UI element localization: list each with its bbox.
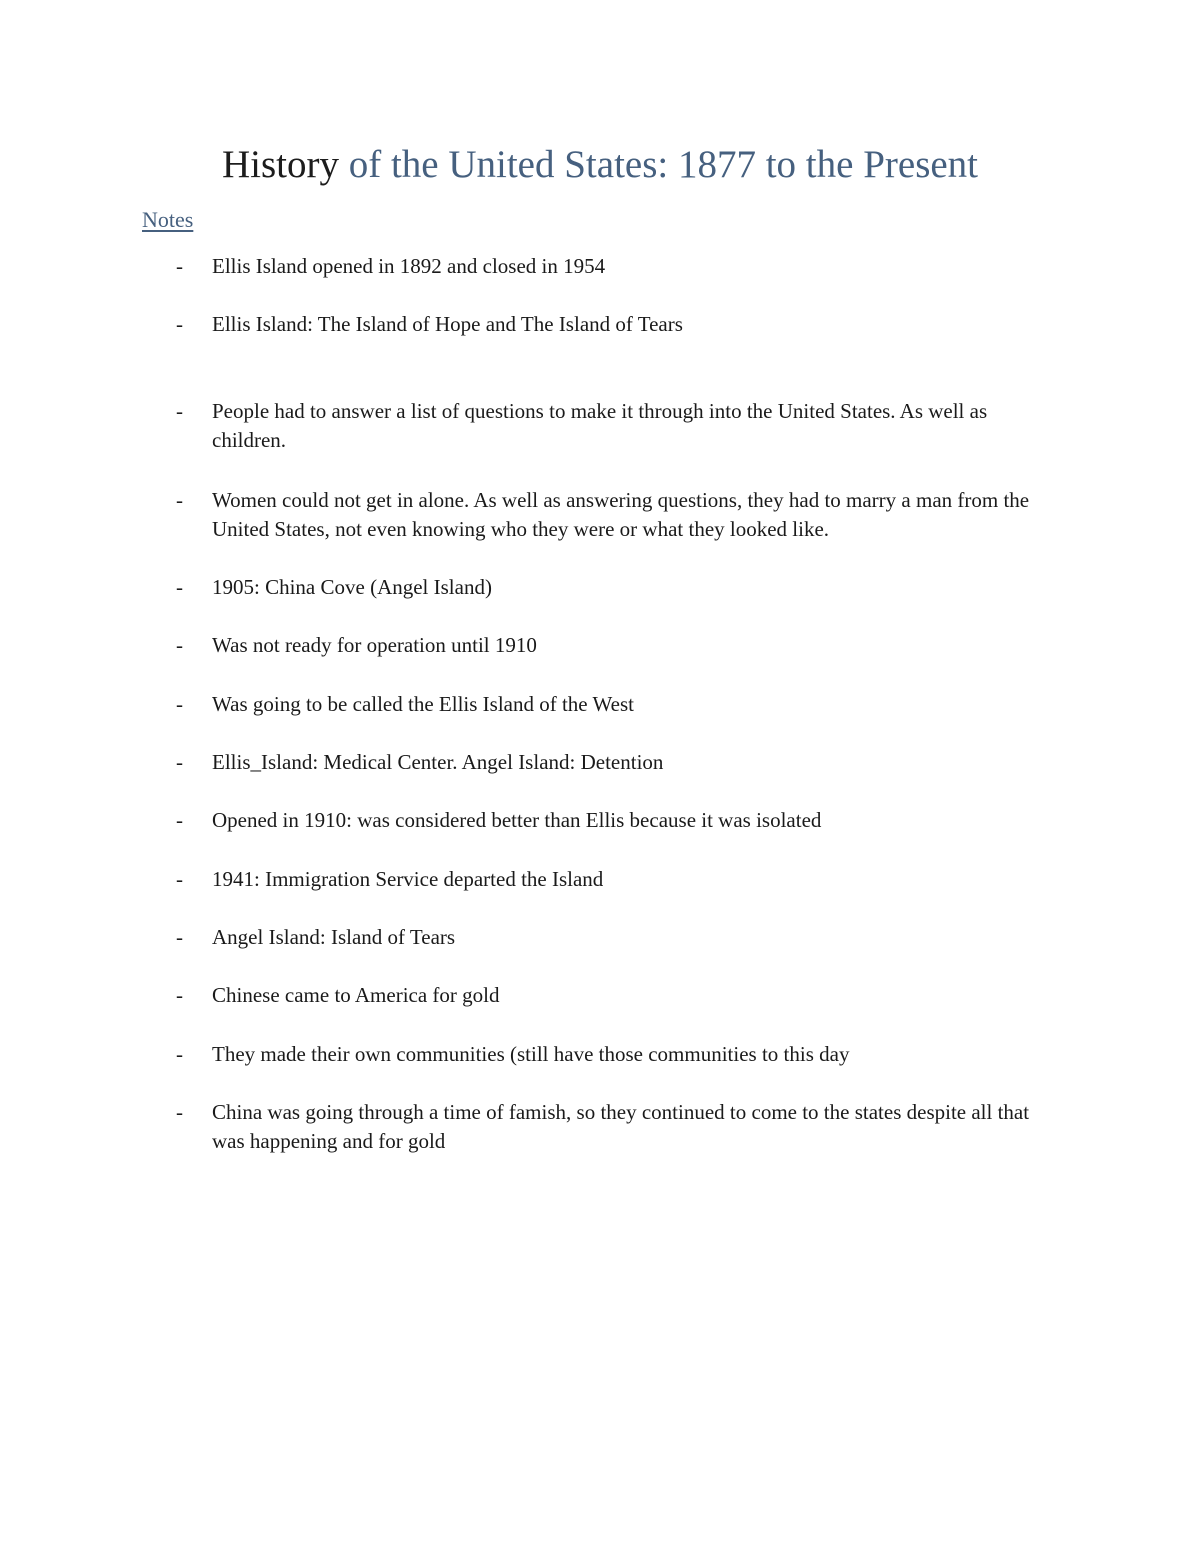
list-item <box>176 486 1066 544</box>
bullet-dash: - <box>176 399 183 423</box>
list-item <box>176 573 1066 602</box>
bullet-dash: - <box>176 633 183 657</box>
note-text: People had to answer a list of questions to make it through into the United States. As well as children. <box>212 399 988 452</box>
note-text: Was not ready for operation until 1910 <box>212 633 537 657</box>
note-text: Angel Island: Island of Tears <box>212 925 456 949</box>
bullet-dash: - <box>176 808 183 832</box>
bullet-dash: - <box>176 488 183 512</box>
bullet-dash: - <box>176 867 183 891</box>
title-part-subtitle: of the United States: 1877 to the Present <box>348 143 979 186</box>
list-item <box>176 397 1066 455</box>
note-text: Was going to be called the Ellis Island of the West <box>212 692 634 716</box>
title-part-history: History <box>221 143 339 186</box>
list-item <box>176 865 1066 894</box>
list-item <box>176 981 1066 1010</box>
list-item <box>176 748 1066 777</box>
note-text: 1941: Immigration Service departed the Island <box>212 867 604 891</box>
notes-heading: Notes <box>142 207 194 232</box>
list-item <box>176 631 1066 660</box>
note-text: China was going through a time of famish, so they continued to come to the states despite all that was happening and for gold <box>212 1100 1030 1153</box>
list-item <box>176 252 1066 281</box>
bullet-dash: - <box>176 750 183 774</box>
bullet-dash: - <box>176 312 183 336</box>
bullet-dash: - <box>176 983 183 1007</box>
list-item <box>176 1098 1066 1156</box>
note-text: Chinese came to America for gold <box>212 983 500 1007</box>
bullet-dash: - <box>176 692 183 716</box>
note-text: Ellis Island opened in 1892 and closed in 1954 <box>212 254 606 278</box>
note-text: Ellis Island: The Island of Hope and The Island of Tears <box>212 312 683 336</box>
list-item <box>176 806 1066 835</box>
bullet-dash: - <box>176 925 183 949</box>
list-item <box>176 310 1066 339</box>
note-text: Women could not get in alone. As well as answering questions, they had to marry a man from the United States, not even knowing who they were or what they looked like. <box>212 488 1030 541</box>
bullet-dash: - <box>176 1042 183 1066</box>
note-text: They made their own communities (still have those communities to this day <box>212 1042 850 1066</box>
bullet-dash: - <box>176 575 183 599</box>
note-text: Opened in 1910: was considered better than Ellis because it was isolated <box>212 808 822 832</box>
page-title <box>0 140 1200 190</box>
bullet-dash: - <box>176 254 183 278</box>
bullet-dash: - <box>176 1100 183 1124</box>
note-text: 1905: China Cove (Angel Island) <box>212 575 492 599</box>
list-item <box>176 923 1066 952</box>
note-text: Ellis_Island: Medical Center. Angel Island: Detention <box>212 750 664 774</box>
list-item <box>176 690 1066 719</box>
list-item <box>176 1040 1066 1069</box>
